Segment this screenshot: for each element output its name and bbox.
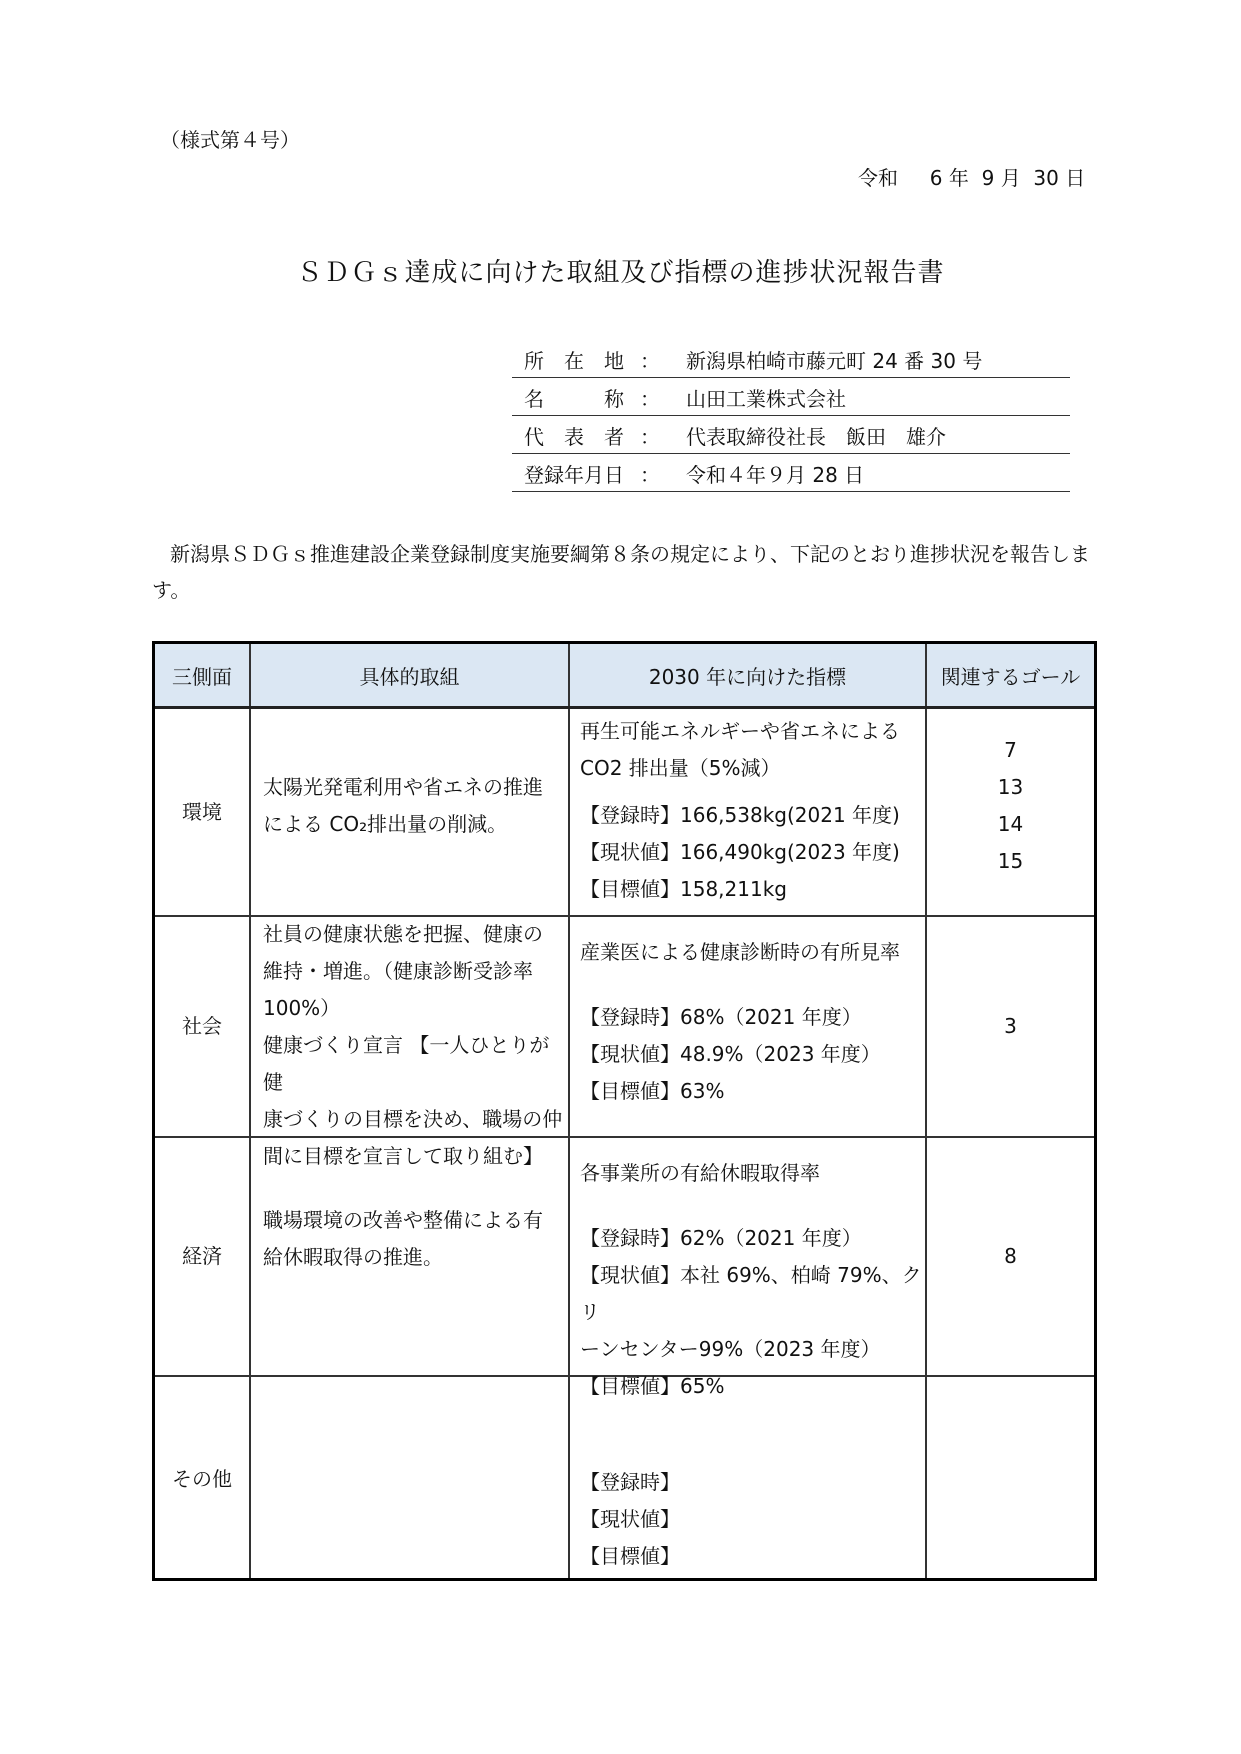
initiative-line: による CO₂排出量の削減。 <box>263 812 508 836</box>
initiative-cell <box>263 916 568 1175</box>
info-label: 所 在 地 <box>524 349 624 373</box>
indicator-cell <box>580 1155 925 1405</box>
indicator-value: 【登録時】166,538kg(2021 年度) <box>580 803 900 827</box>
aspect-cell: 経済 <box>182 1244 222 1268</box>
indicator-cell <box>580 1464 925 1575</box>
goal-number: 13 <box>997 775 1024 799</box>
date-era: 令和 <box>858 166 898 190</box>
initiative-line: 間に目標を宣言して取り組む】 <box>263 1144 543 1168</box>
goals-cell: 3 <box>1004 1014 1017 1038</box>
indicator-value: 【登録時】 <box>580 1470 680 1494</box>
initiative-line: 給休暇取得の推進。 <box>263 1245 443 1269</box>
goal-number: 7 <box>1004 738 1017 762</box>
indicator-cell <box>580 713 925 908</box>
info-row-registration-date <box>512 454 1070 492</box>
header-goals: 関連するゴール <box>927 644 1094 706</box>
aspect-cell: 環境 <box>182 799 222 824</box>
form-number: （様式第４号） <box>160 128 300 152</box>
indicator-value: 【目標値】65% <box>580 1374 725 1398</box>
indicator-title: 再生可能エネルギーや省エネによる <box>580 719 900 743</box>
info-value: 令和４年９月 28 日 <box>686 463 865 487</box>
indicator-cell <box>580 934 925 1110</box>
info-row-address <box>512 340 1070 378</box>
indicator-value: 【現状値】48.9%（2023 年度） <box>580 1042 881 1066</box>
initiative-line: 職場環境の改善や整備による有 <box>263 1208 543 1232</box>
date-month: 9 月 <box>981 166 1021 190</box>
indicator-value: 【現状値】166,490kg(2023 年度) <box>580 840 900 864</box>
info-value: 山田工業株式会社 <box>686 387 846 411</box>
indicator-value: ーンセンター99%（2023 年度） <box>580 1337 881 1361</box>
indicator-title: 産業医による健康診断時の有所見率 <box>580 940 900 964</box>
info-row-representative <box>512 416 1070 454</box>
info-colon: ： <box>640 425 660 449</box>
report-date <box>858 162 1085 191</box>
header-divider <box>155 706 1094 709</box>
indicator-value: 【目標値】158,211kg <box>580 877 787 901</box>
info-colon: ： <box>640 349 660 373</box>
goals-cell: 8 <box>1004 1244 1017 1268</box>
progress-table <box>152 641 1097 1581</box>
document-title: ＳＤＧｓ達成に向けた取組及び指標の進捗状況報告書 <box>296 258 945 288</box>
column-divider <box>568 644 570 1578</box>
info-value: 代表取締役社長 飯田 雄介 <box>686 425 946 449</box>
indicator-value: 【現状値】本社 69%、柏崎 79%、クリ <box>580 1263 922 1324</box>
date-year: 6 年 <box>929 166 969 190</box>
initiative-cell <box>263 769 563 843</box>
initiative-line: 健康づくり宣言 【一人ひとりが健 <box>263 1033 550 1094</box>
company-info <box>512 340 1070 492</box>
goal-number: 14 <box>997 812 1024 836</box>
indicator-value: 【目標値】 <box>580 1544 680 1568</box>
indicator-value: 【登録時】62%（2021 年度） <box>580 1226 862 1250</box>
date-day: 30 日 <box>1033 166 1086 190</box>
indicator-value: 【現状値】 <box>580 1507 680 1531</box>
info-label: 代 表 者 <box>524 425 624 449</box>
aspect-cell: 社会 <box>182 1014 222 1038</box>
aspect-cell: その他 <box>172 1466 232 1491</box>
intro-paragraph: 新潟県ＳＤＧｓ推進建設企業登録制度実施要綱第８条の規定により、下記のとおり進捗状況を報告します。 <box>152 542 1090 602</box>
initiative-line: 社員の健康状態を把握、健康の <box>263 922 543 946</box>
info-colon: ： <box>640 387 660 411</box>
info-label: 登録年月日 <box>524 463 624 487</box>
initiative-line: 康づくりの目標を決め、職場の仲 <box>263 1107 563 1131</box>
indicator-value: 【目標値】63% <box>580 1079 725 1103</box>
header-aspect: 三側面 <box>155 644 249 706</box>
column-divider <box>249 644 251 1578</box>
indicator-title: CO2 排出量（5%減） <box>580 756 781 780</box>
goal-number: 15 <box>997 849 1024 873</box>
initiative-line: 100%） <box>263 996 341 1020</box>
info-label: 名 称 <box>524 387 624 411</box>
indicator-title: 各事業所の有給休暇取得率 <box>580 1161 820 1185</box>
header-initiative: 具体的取組 <box>251 644 568 706</box>
info-value: 新潟県柏崎市藤元町 24 番 30 号 <box>686 349 983 373</box>
info-row-name <box>512 378 1070 416</box>
initiative-line: 太陽光発電利用や省エネの推進 <box>263 775 543 799</box>
header-indicator: 2030 年に向けた指標 <box>570 644 925 706</box>
indicator-value: 【登録時】68%（2021 年度） <box>580 1005 862 1029</box>
goals-cell <box>927 732 1094 880</box>
info-colon: ： <box>640 463 660 487</box>
initiative-cell <box>263 1202 568 1276</box>
initiative-line: 維持・増進。（健康診断受診率 <box>263 959 533 983</box>
